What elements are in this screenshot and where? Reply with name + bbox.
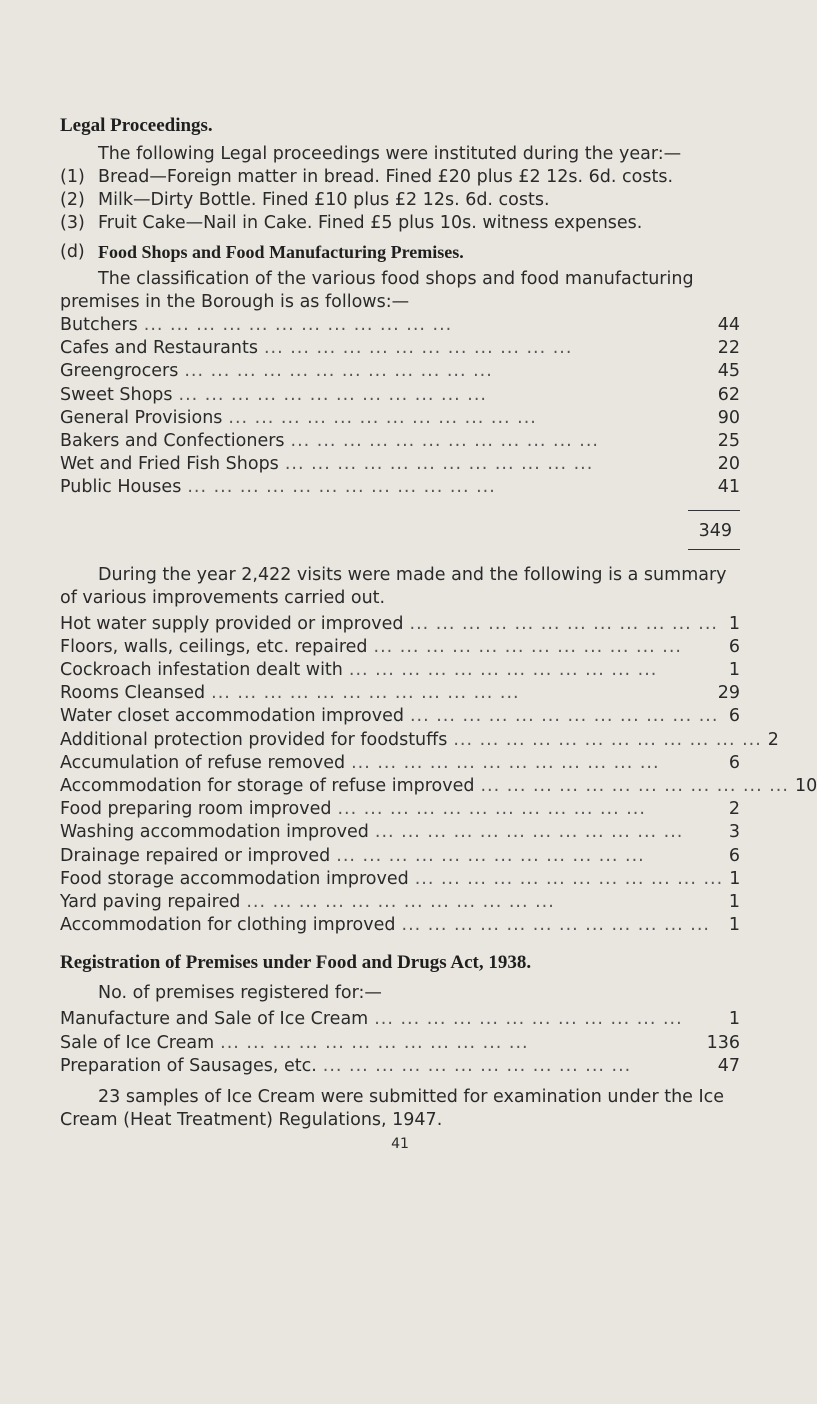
leader-dots: ... ... ... ... ... ... ... ... ... ... ... ...: [322, 1055, 632, 1076]
row-value: 2: [767, 729, 779, 750]
table-row: [60, 705, 740, 728]
row-label: Floors, walls, ceilings, etc. repaired: [60, 636, 368, 657]
leader-dots: ... ... ... ... ... ... ... ... ... ... ... ...: [178, 384, 487, 405]
row-label: Cafes and Restaurants: [60, 338, 258, 359]
row-value: 47: [717, 1055, 740, 1076]
table-row: [60, 891, 740, 914]
legal-proceedings-heading: Legal Proceedings.: [60, 115, 213, 136]
leader-dots: ... ... ... ... ... ... ... ... ... ... ... ...: [374, 1009, 683, 1030]
row-label: Sale of Ice Cream: [60, 1032, 215, 1053]
row-label: Preparation of Sausages, etc.: [60, 1055, 317, 1076]
legal-item: [60, 189, 740, 212]
leader-dots: ... ... ... ... ... ... ... ... ... ... ... ...: [409, 706, 719, 727]
shops-heading-row: [60, 241, 740, 264]
row-label: Washing accommodation improved: [60, 822, 369, 843]
row-value: 136: [706, 1032, 740, 1053]
leader-dots: ... ... ... ... ... ... ... ... ... ... ... ...: [336, 845, 645, 866]
table-row: [60, 1008, 740, 1031]
leader-dots: ... ... ... ... ... ... ... ... ... ... ... ...: [351, 752, 660, 773]
row-label: Accommodation for storage of refuse improved: [60, 776, 475, 797]
row-label: Manufacture and Sale of Ice Cream: [60, 1009, 369, 1030]
row-label: Wet and Fried Fish Shops: [60, 454, 279, 475]
ice-cream-samples-note: 23 samples of Ice Cream were submitted for examination under the Ice Cream (Heat Treatment) Regulations, 1947.: [60, 1087, 725, 1131]
leader-dots: ... ... ... ... ... ... ... ... ... ... ... ...: [453, 729, 762, 750]
row-value: 3: [728, 822, 740, 843]
row-label: Food storage accommodation improved: [60, 868, 409, 889]
leader-dots: ... ... ... ... ... ... ... ... ... ... ... ...: [290, 431, 599, 452]
leader-dots: ... ... ... ... ... ... ... ... ... ... ... ...: [184, 361, 493, 382]
legal-item: [60, 166, 740, 189]
row-label: Accumulation of refuse removed: [60, 752, 346, 773]
item-number: (2): [60, 190, 85, 210]
row-value: 1: [728, 660, 740, 681]
row-value: 1: [729, 868, 741, 889]
row-value: 20: [717, 454, 740, 475]
row-label: Accommodation for clothing improved: [60, 915, 396, 936]
food-shops-heading: Food Shops and Food Manufacturing Premises.: [98, 242, 464, 262]
row-value: 6: [728, 845, 740, 866]
row-value: 10: [794, 776, 817, 797]
leader-dots: ... ... ... ... ... ... ... ... ... ... ... ...: [414, 868, 724, 889]
improvements-intro: During the year 2,422 visits were made and the following is a summary of various improvements carried out.: [60, 564, 727, 608]
legal-item: [60, 212, 740, 235]
row-value: 45: [717, 361, 740, 382]
item-text: Fruit Cake—Nail in Cake. Fined £5 plus 10s. witness expenses.: [98, 213, 643, 233]
leader-dots: ... ... ... ... ... ... ... ... ... ... ... ...: [337, 799, 646, 820]
table-row: [60, 314, 740, 337]
row-label: Public Houses: [60, 477, 182, 498]
page-number: 41: [391, 1136, 409, 1153]
row-label: Water closet accommodation improved: [60, 706, 404, 727]
table-row: [60, 430, 740, 453]
item-number: (3): [60, 213, 85, 233]
row-label: Drainage repaired or improved: [60, 845, 331, 866]
table-row: [60, 636, 740, 659]
leader-dots: ... ... ... ... ... ... ... ... ... ... ... ...: [373, 636, 682, 657]
leader-dots: ... ... ... ... ... ... ... ... ... ... ... ...: [480, 776, 789, 797]
row-label: Butchers: [60, 315, 138, 335]
table-row: [60, 682, 740, 705]
improvements-table: [60, 613, 817, 938]
registration-heading: Registration of Premises under Food and Drugs Act, 1938.: [60, 952, 532, 974]
section-number: (d): [60, 242, 85, 262]
row-label: Sweet Shops: [60, 384, 173, 405]
leader-dots: ... ... ... ... ... ... ... ... ... ... ... ...: [348, 660, 658, 681]
table-row: [60, 845, 740, 868]
table-row: [60, 729, 779, 752]
leader-dots: ... ... ... ... ... ... ... ... ... ... ... ...: [284, 454, 594, 475]
row-label: Additional protection provided for foodstuffs: [60, 729, 448, 750]
row-value: 1: [728, 892, 740, 913]
row-value: 25: [717, 431, 740, 452]
leader-dots: ... ... ... ... ... ... ... ... ... ... ... ...: [143, 315, 453, 335]
leader-dots: ... ... ... ... ... ... ... ... ... ... ... ...: [187, 477, 496, 498]
row-value: 6: [728, 752, 740, 773]
total-rule-bottom: [688, 549, 740, 550]
table-row: [60, 613, 740, 636]
row-value: 1: [728, 613, 740, 634]
row-label: Hot water supply provided or improved: [60, 613, 404, 634]
leader-dots: ... ... ... ... ... ... ... ... ... ... ... ...: [409, 613, 718, 634]
table-row: [60, 775, 817, 798]
leader-dots: ... ... ... ... ... ... ... ... ... ... ... ...: [228, 407, 537, 428]
table-row: [60, 914, 740, 937]
row-value: 6: [728, 636, 740, 657]
item-number: (1): [60, 167, 85, 187]
row-label: Cockroach infestation dealt with: [60, 660, 343, 681]
row-value: 6: [728, 706, 740, 727]
row-value: 2: [728, 799, 740, 820]
table-row: [60, 659, 740, 682]
leader-dots: ... ... ... ... ... ... ... ... ... ... ... ...: [220, 1032, 529, 1053]
leader-dots: ... ... ... ... ... ... ... ... ... ... ... ...: [401, 915, 710, 936]
row-label: Rooms Cleansed: [60, 683, 206, 704]
table-row: [60, 821, 740, 844]
leader-dots: ... ... ... ... ... ... ... ... ... ... ... ...: [211, 683, 520, 704]
item-text: Milk—Dirty Bottle. Fined £10 plus £2 12s. 6d. costs.: [98, 190, 550, 210]
row-label: Food preparing room improved: [60, 799, 332, 820]
row-value: 29: [717, 683, 740, 704]
table-row: [60, 868, 740, 891]
leader-dots: ... ... ... ... ... ... ... ... ... ... ... ...: [246, 892, 555, 913]
row-label: General Provisions: [60, 407, 223, 428]
leader-dots: ... ... ... ... ... ... ... ... ... ... ... ...: [263, 338, 573, 359]
table-row: [60, 1032, 740, 1055]
table-row: [60, 453, 740, 476]
shops-total: 349: [698, 520, 732, 541]
shops-table: [60, 314, 740, 500]
table-row: [60, 752, 740, 775]
table-row: [60, 384, 740, 407]
registration-intro: No. of premises registered for:—: [98, 983, 382, 1004]
legal-intro: The following Legal proceedings were instituted during the year:—: [98, 144, 682, 164]
row-value: 44: [717, 315, 740, 335]
row-value: 90: [717, 407, 740, 428]
total-rule-top: [688, 510, 740, 511]
registration-table: [60, 1008, 740, 1078]
row-label: Bakers and Confectioners: [60, 431, 285, 452]
table-row: [60, 360, 740, 383]
table-row: [60, 798, 740, 821]
shops-intro: The classification of the various food shops and food manufacturing premises in the Borough is as follows:—: [60, 269, 694, 312]
table-row: [60, 407, 740, 430]
table-row: [60, 337, 740, 360]
row-value: 1: [728, 1009, 740, 1030]
leader-dots: ... ... ... ... ... ... ... ... ... ... ... ...: [374, 822, 684, 843]
table-row: [60, 1055, 740, 1078]
row-value: 1: [728, 915, 740, 936]
row-label: Yard paving repaired: [60, 892, 241, 913]
row-label: Greengrocers: [60, 361, 179, 382]
item-text: Bread—Foreign matter in bread. Fined £20 plus £2 12s. 6d. costs.: [98, 167, 674, 187]
row-value: 41: [717, 477, 740, 498]
row-value: 22: [717, 338, 740, 359]
row-value: 62: [717, 384, 740, 405]
document-page: [60, 112, 817, 1153]
table-row: [60, 476, 740, 499]
